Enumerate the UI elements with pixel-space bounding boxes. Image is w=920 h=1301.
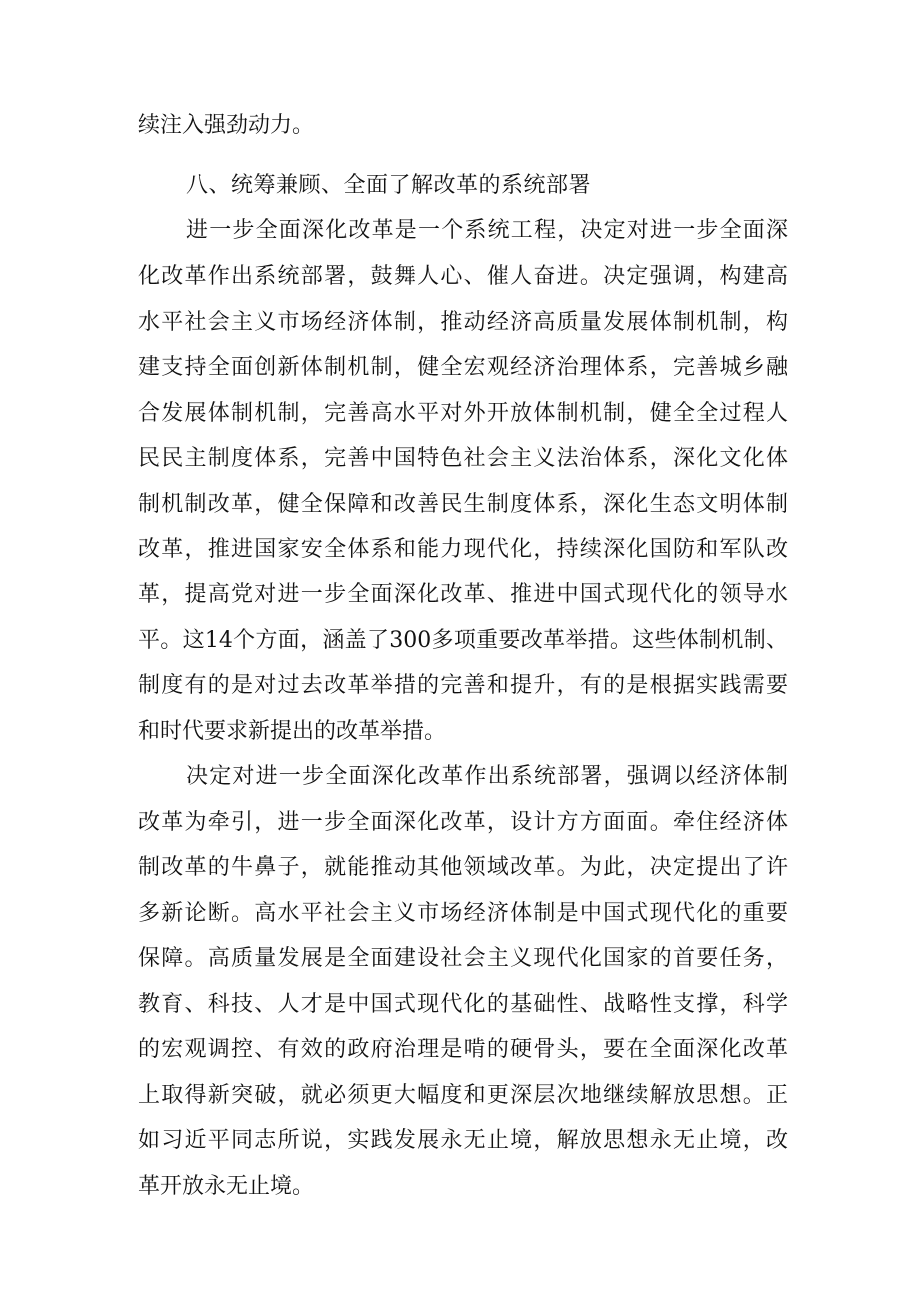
paragraph1-line: 平。这14个方面，涵盖了300多项重要改革举措。这些体制机制、 <box>138 628 788 653</box>
paragraph1-line: 改革，推进国家安全体系和能力现代化，持续深化国防和军队改 <box>138 537 788 562</box>
paragraph1-line: 化改革作出系统部署，鼓舞人心、催人奋进。决定强调，构建高 <box>138 264 788 289</box>
paragraph2-line: 制改革的牛鼻子，就能推动其他领域改革。为此，决定提出了许 <box>138 855 788 880</box>
paragraph1-line: 革，提高党对进一步全面深化改革、推进中国式现代化的领导水 <box>138 582 788 607</box>
paragraph2-line: 多新论断。高水平社会主义市场经济体制是中国式现代化的重要 <box>138 901 788 926</box>
paragraph2-line: 的宏观调控、有效的政府治理是啃的硬骨头，要在全面深化改革 <box>138 1037 788 1062</box>
paragraph1-line: 水平社会主义市场经济体制，推动经济高质量发展体制机制，构 <box>138 310 788 335</box>
paragraph2-line: 如习近平同志所说，实践发展永无止境，解放思想永无止境，改 <box>138 1128 788 1153</box>
paragraph2-line: 保障。高质量发展是全面建设社会主义现代化国家的首要任务， <box>138 946 788 971</box>
paragraph1-line: 建支持全面创新体制机制，健全宏观经济治理体系，完善城乡融 <box>138 355 788 380</box>
paragraph1-line: 制机制改革，健全保障和改善民生制度体系，深化生态文明体制 <box>138 492 788 517</box>
paragraph2-line: 改革为牵引，进一步全面深化改革，设计方方面面。牵住经济体 <box>138 810 788 835</box>
paragraph1-line: 进一步全面深化改革是一个系统工程，决定对进一步全面深 <box>186 218 788 243</box>
paragraph2-line: 革开放永无止境。 <box>138 1174 315 1199</box>
paragraph2-line: 上取得新突破，就必须更大幅度和更深层次地继续解放思想。正 <box>138 1083 788 1108</box>
intro-tail-line: 续注入强劲动力。 <box>138 113 315 138</box>
section-heading: 八、统筹兼顾、全面了解改革的系统部署 <box>186 173 592 198</box>
paragraph1-line: 合发展体制机制，完善高水平对外开放体制机制，健全全过程人 <box>138 401 788 426</box>
paragraph1-line: 民民主制度体系，完善中国特色社会主义法治体系，深化文化体 <box>138 446 788 471</box>
paragraph1-line: 制度有的是对过去改革举措的完善和提升，有的是根据实践需要 <box>138 673 788 698</box>
paragraph1-line: 和时代要求新提出的改革举措。 <box>138 719 447 744</box>
paragraph2-line: 决定对进一步全面深化改革作出系统部署，强调以经济体制 <box>186 764 788 789</box>
paragraph2-line: 教育、科技、人才是中国式现代化的基础性、战略性支撑，科学 <box>138 992 788 1017</box>
